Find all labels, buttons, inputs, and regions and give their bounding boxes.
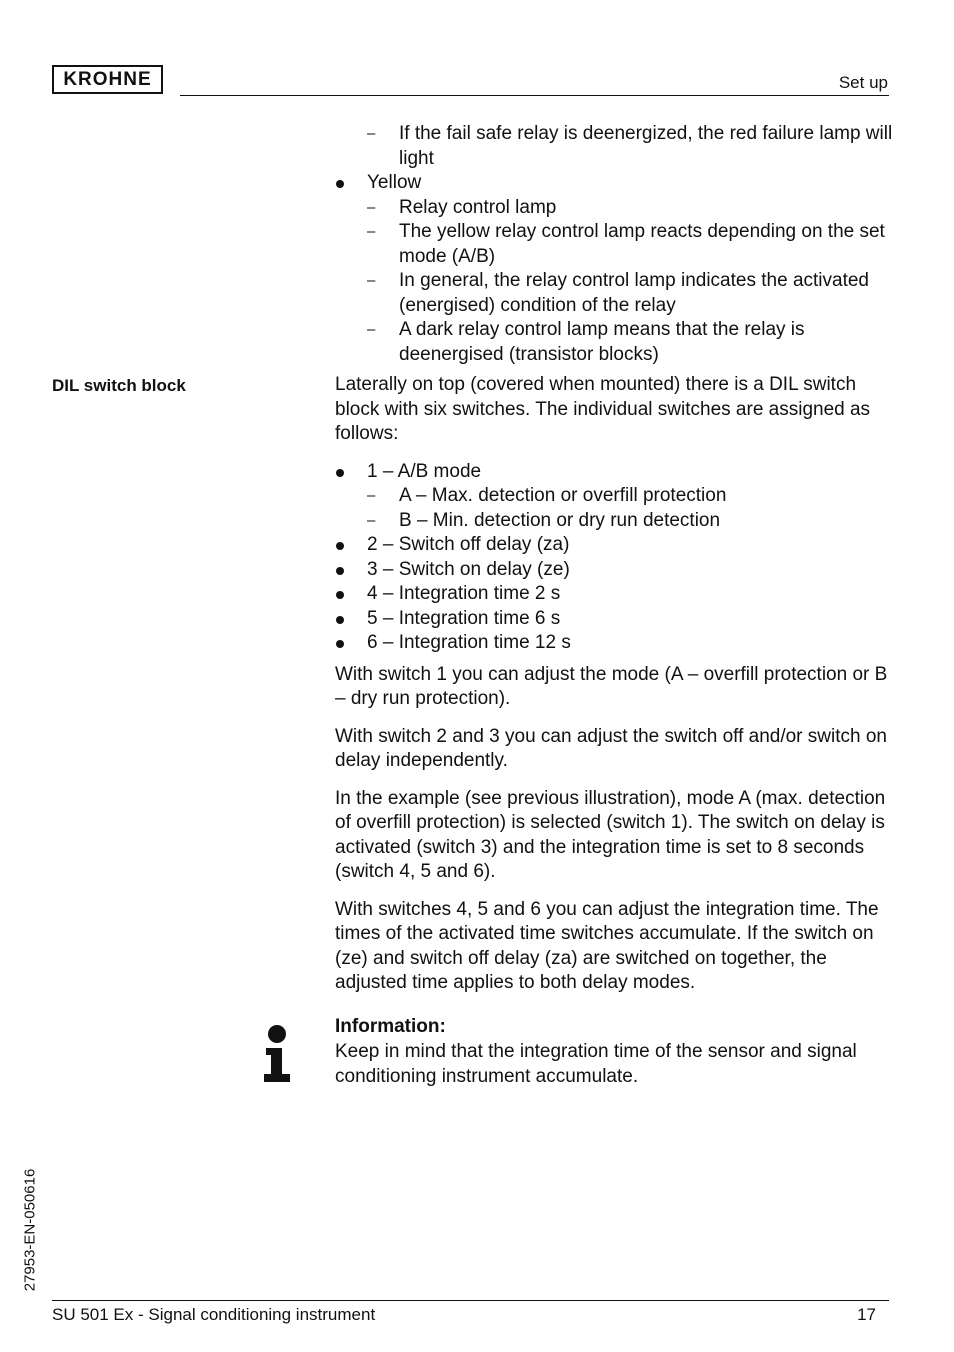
main-content bbox=[335, 122, 895, 996]
page-number: 17 bbox=[857, 1305, 876, 1324]
dil-intro-paragraph: Laterally on top (covered when mounted) there is a DIL switch block with six switches. The individual switches are assigned as follows: bbox=[335, 374, 871, 444]
header-rule bbox=[180, 95, 889, 96]
list-item: – If the fail safe relay is deenergized, the red failure lamp will light bbox=[335, 122, 895, 171]
dil-switch-block-label: DIL switch block bbox=[52, 376, 186, 395]
list-item: 5 – Integration time 6 s bbox=[335, 607, 895, 632]
footer-title: SU 501 Ex - Signal conditioning instrument bbox=[52, 1305, 376, 1324]
information-heading: Information: bbox=[335, 1016, 446, 1037]
krohne-logo: KROHNE bbox=[52, 65, 163, 94]
info-icon bbox=[262, 1024, 292, 1082]
list-item: 3 – Switch on delay (ze) bbox=[335, 558, 895, 583]
body-paragraph: With switch 1 you can adjust the mode (A – overfill protection or B – dry run protection). bbox=[335, 663, 888, 709]
information-text: Keep in mind that the integration time of the sensor and signal conditioning instrument accumulate. bbox=[335, 1041, 857, 1087]
dil-switch-list bbox=[335, 460, 895, 656]
list-item: 2 – Switch off delay (za) bbox=[335, 533, 895, 558]
list-item: 4 – Integration time 2 s bbox=[335, 582, 895, 607]
list-item: 6 – Integration time 12 s bbox=[335, 631, 895, 656]
section-title: Set up bbox=[838, 73, 888, 92]
list-item: Yellow bbox=[335, 171, 895, 196]
list-item: – A – Max. detection or overfill protection bbox=[335, 484, 895, 509]
body-paragraph: With switches 4, 5 and 6 you can adjust the integration time. The times of the activated time switches accumulate. If the switch on (ze) and switch off delay (za) are switched on together, the adjusted time applies to both delay modes. bbox=[335, 898, 879, 993]
list-item: – A dark relay control lamp means that the relay is deenergised (transistor blocks) bbox=[335, 318, 895, 367]
body-paragraph: With switch 2 and 3 you can adjust the switch off and/or switch on delay independently. bbox=[335, 725, 887, 771]
list-item: – B – Min. detection or dry run detection bbox=[335, 509, 895, 534]
list-item: 1 – A/B mode bbox=[335, 460, 895, 485]
list-item: – The yellow relay control lamp reacts depending on the set mode (A/B) bbox=[335, 220, 895, 269]
list-item: – Relay control lamp bbox=[335, 196, 895, 221]
footer-rule bbox=[52, 1300, 889, 1301]
list-item: – In general, the relay control lamp indicates the activated (energised) condition of the relay bbox=[335, 269, 895, 318]
lamp-description-list bbox=[335, 122, 895, 367]
body-paragraph: In the example (see previous illustration), mode A (max. detection of overfill protection) is selected (switch 1). The switch on delay is activated (switch 3) and the integration time is set to 8 seconds (switch 4, 5 and 6). bbox=[335, 787, 886, 882]
document-id: 27953-EN-050616 bbox=[21, 1168, 39, 1292]
information-note bbox=[335, 1014, 895, 1089]
